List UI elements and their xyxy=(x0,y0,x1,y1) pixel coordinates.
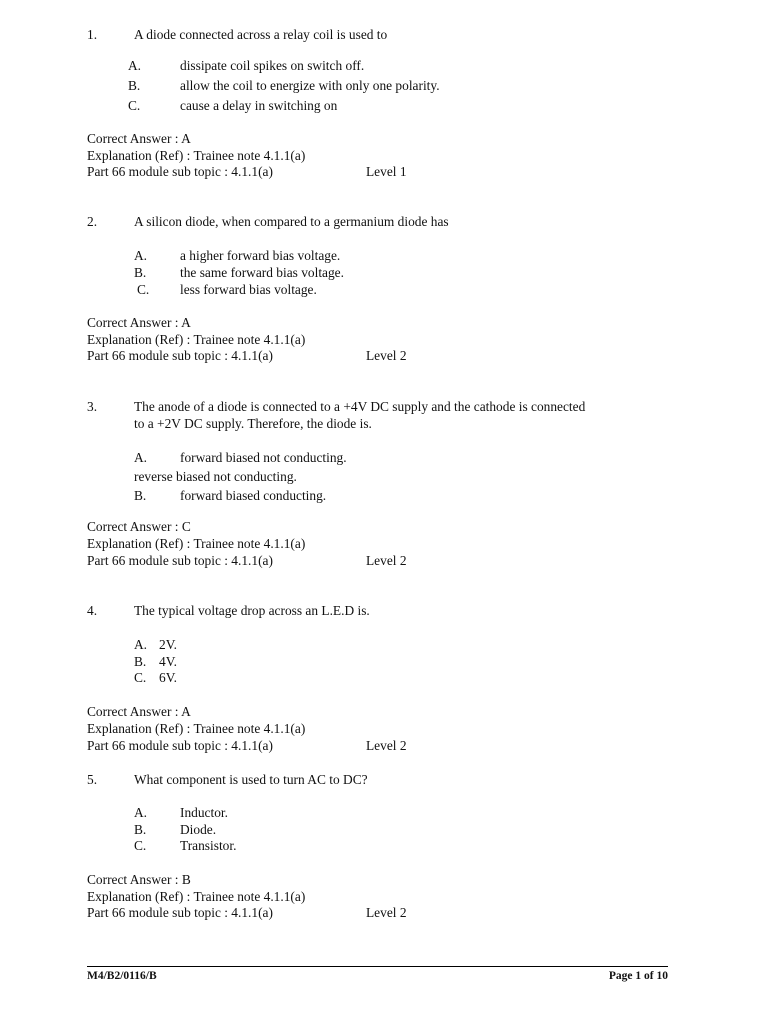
level: Level 1 xyxy=(366,164,407,179)
option-letter: C. xyxy=(134,670,147,685)
option-text: Inductor. xyxy=(180,805,228,820)
option-text: less forward bias voltage. xyxy=(180,282,317,297)
option-text: forward biased conducting. xyxy=(180,488,327,503)
option-text: forward biased not conducting. xyxy=(180,450,347,465)
option-text: allow the coil to energize with only one polarity. xyxy=(180,78,440,93)
option-letter: B. xyxy=(134,654,147,669)
sub-topic: Part 66 module sub topic : 4.1.1(a) xyxy=(87,348,273,363)
option-letter: B. xyxy=(134,822,147,837)
question-number: 3. xyxy=(87,399,98,414)
explanation-ref: Explanation (Ref) : Trainee note 4.1.1(a) xyxy=(87,332,306,347)
level: Level 2 xyxy=(366,738,407,753)
page-number: Page 1 of 10 xyxy=(608,970,668,982)
option-letter: A. xyxy=(134,637,148,652)
option-text: Transistor. xyxy=(180,838,237,853)
question-text: A diode connected across a relay coil is used to xyxy=(134,27,388,42)
option-letter: C. xyxy=(137,282,150,297)
question-number: 2. xyxy=(87,214,98,229)
explanation-ref: Explanation (Ref) : Trainee note 4.1.1(a) xyxy=(87,536,306,551)
correct-answer: Correct Answer : A xyxy=(87,704,191,719)
question-number: 1. xyxy=(87,27,98,42)
option-text: 4V. xyxy=(159,654,177,669)
option-text: reverse biased not conducting. xyxy=(134,469,297,484)
correct-answer: Correct Answer : B xyxy=(87,872,191,887)
level: Level 2 xyxy=(366,348,407,363)
option-letter: B. xyxy=(128,78,141,93)
question-text: What component is used to turn AC to DC? xyxy=(134,772,368,787)
explanation-ref: Explanation (Ref) : Trainee note 4.1.1(a) xyxy=(87,148,306,163)
option-letter: A. xyxy=(134,450,148,465)
sub-topic: Part 66 module sub topic : 4.1.1(a) xyxy=(87,738,273,753)
option-letter: A. xyxy=(134,805,148,820)
option-letter: C. xyxy=(134,838,147,853)
option-letter: B. xyxy=(134,265,147,280)
question-text: A silicon diode, when compared to a germanium diode has xyxy=(134,214,449,229)
correct-answer: Correct Answer : A xyxy=(87,131,191,146)
option-letter: A. xyxy=(128,58,142,73)
correct-answer: Correct Answer : C xyxy=(87,519,191,534)
sub-topic: Part 66 module sub topic : 4.1.1(a) xyxy=(87,164,273,179)
question-text-line-2: to a +2V DC supply. Therefore, the diode is. xyxy=(134,416,372,431)
level: Level 2 xyxy=(366,553,407,568)
correct-answer: Correct Answer : A xyxy=(87,315,191,330)
option-text: Diode. xyxy=(180,822,217,837)
question-number: 5. xyxy=(87,772,98,787)
option-text: a higher forward bias voltage. xyxy=(180,248,341,263)
option-text: 6V. xyxy=(159,670,177,685)
option-letter: C. xyxy=(128,98,141,113)
level: Level 2 xyxy=(366,905,407,920)
question-text-line-1: The anode of a diode is connected to a +4V DC supply and the cathode is connected xyxy=(134,399,586,414)
sub-topic: Part 66 module sub topic : 4.1.1(a) xyxy=(87,905,273,920)
option-text: the same forward bias voltage. xyxy=(180,265,344,280)
question-text: The typical voltage drop across an L.E.D is. xyxy=(134,603,370,618)
option-text: cause a delay in switching on xyxy=(180,98,338,113)
footer-divider xyxy=(87,966,668,967)
option-text: 2V. xyxy=(159,637,177,652)
question-number: 4. xyxy=(87,603,98,618)
option-letter: B. xyxy=(134,488,147,503)
explanation-ref: Explanation (Ref) : Trainee note 4.1.1(a) xyxy=(87,889,306,904)
option-text: dissipate coil spikes on switch off. xyxy=(180,58,365,73)
explanation-ref: Explanation (Ref) : Trainee note 4.1.1(a) xyxy=(87,721,306,736)
document-code: M4/B2/0116/B xyxy=(87,970,157,982)
sub-topic: Part 66 module sub topic : 4.1.1(a) xyxy=(87,553,273,568)
option-letter: A. xyxy=(134,248,148,263)
